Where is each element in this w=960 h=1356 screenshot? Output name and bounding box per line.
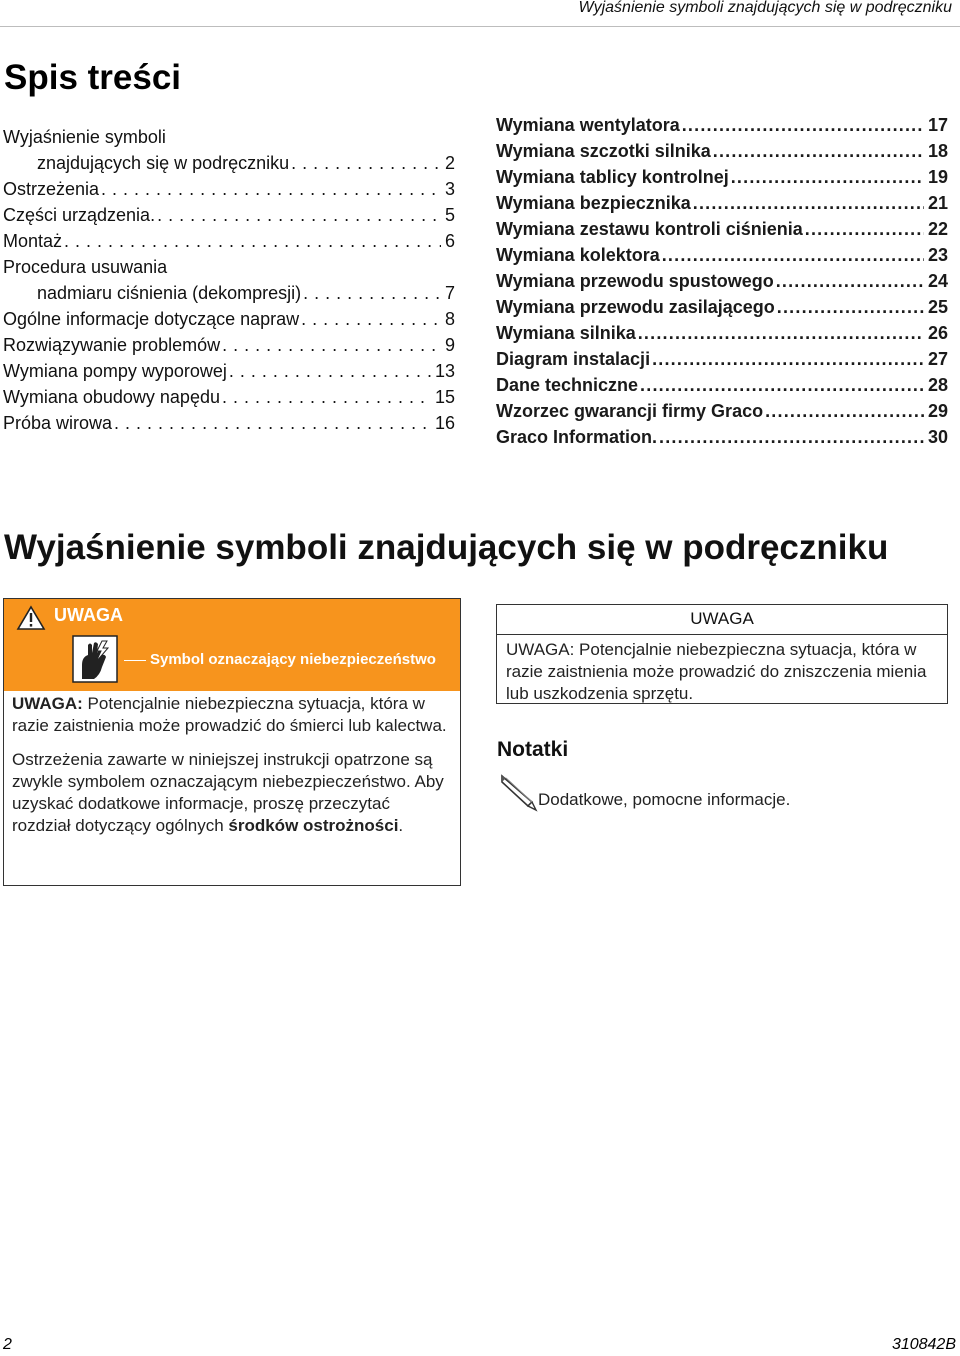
symbol-caption: Symbol oznaczający niebezpieczeństwo	[150, 651, 436, 668]
toc-entry-title: Wyjaśnienie symboli	[3, 127, 166, 147]
warning-bold-label: UWAGA:	[12, 694, 83, 713]
symbol-leader-line	[124, 660, 146, 661]
toc-entry-title: Części urządzenia.	[3, 205, 156, 225]
footer-doc-number: 310842B	[891, 1336, 956, 1353]
section-title: Wyjaśnienie symboli znajdujących się w podręczniku	[4, 528, 889, 567]
toc-entry-title: Montaż	[3, 231, 63, 251]
toc-entry[interactable]	[3, 332, 455, 358]
toc-entry-title: Wymiana tablicy kontrolnej	[496, 167, 729, 187]
footer-page-number: 2	[3, 1336, 12, 1353]
toc-entry[interactable]	[3, 228, 455, 254]
toc-dot-leader	[680, 112, 924, 138]
toc-dot-leader	[299, 306, 441, 332]
toc-dot-leader	[691, 190, 924, 216]
toc-page-number: 29	[927, 401, 948, 421]
toc-entry[interactable]	[496, 268, 948, 294]
toc-entry[interactable]	[496, 320, 948, 346]
toc-entry[interactable]	[3, 176, 455, 202]
toc-entry[interactable]	[496, 346, 948, 372]
toc-dot-leader	[636, 320, 924, 346]
toc-dot-leader	[775, 294, 924, 320]
toc-entry-title: Ostrzeżenia	[3, 179, 100, 199]
toc-entry[interactable]	[3, 202, 455, 228]
toc-dot-leader	[289, 150, 441, 176]
toc-page-number: 18	[927, 141, 948, 161]
caution-box	[496, 604, 948, 704]
toc-page-number: 19	[927, 167, 948, 187]
toc-dot-leader	[62, 228, 441, 254]
toc-page-number: 26	[927, 323, 948, 343]
warning-box	[3, 598, 461, 886]
caution-text: UWAGA: Potencjalnie niebezpieczna sytuacja, która w razie zaistnienia może prowadzić do zniszczenia mienia lub uszkodzenia sprzętu.	[506, 640, 927, 703]
toc-page-number: 27	[927, 349, 948, 369]
toc-page-number: 5	[444, 205, 455, 225]
toc-entry-title: Wymiana szczotki silnika	[496, 141, 711, 161]
toc-entry[interactable]	[496, 372, 948, 398]
toc-left-column	[3, 124, 455, 436]
toc-dot-leader	[660, 242, 924, 268]
warning-para2-end: .	[398, 816, 404, 835]
toc-page-number: 21	[927, 193, 948, 213]
toc-entry-title: Dane techniczne	[496, 375, 639, 395]
toc-entry-title: Próba wirowa	[3, 413, 113, 433]
pencil-note-icon	[498, 772, 538, 812]
toc-entry[interactable]	[3, 358, 455, 384]
toc-entry-title: Ogólne informacje dotyczące napraw	[3, 309, 300, 329]
toc-page-number: 25	[927, 297, 948, 317]
toc-entry[interactable]	[496, 164, 948, 190]
toc-dot-leader	[220, 332, 441, 358]
warning-text	[4, 691, 460, 837]
toc-page-number: 8	[444, 309, 455, 329]
caution-header: UWAGA	[690, 609, 754, 628]
toc-entry-title: Wymiana pompy wyporowej	[3, 361, 227, 381]
toc-dot-leader	[657, 424, 924, 450]
toc-entry-title: Wymiana kolektora	[496, 245, 660, 265]
toc-page-number: 23	[927, 245, 948, 265]
toc-page-number: 7	[444, 283, 455, 303]
toc-entry-title: Rozwiązywanie problemów	[3, 335, 221, 355]
toc-dot-leader	[711, 138, 924, 164]
warning-triangle-icon	[16, 605, 46, 631]
toc-entry[interactable]	[496, 294, 948, 320]
toc-dot-leader	[155, 202, 441, 228]
toc-page-number: 22	[927, 219, 948, 239]
toc-entry-title: Diagram instalacji	[496, 349, 651, 369]
toc-right-column	[496, 112, 948, 450]
toc-page-number: 24	[927, 271, 948, 291]
toc-page-number: 13	[434, 361, 455, 381]
toc-title: Spis treści	[4, 58, 182, 97]
notes-title: Notatki	[497, 738, 569, 761]
notes-text: Dodatkowe, pomocne informacje.	[538, 790, 791, 809]
toc-dot-leader	[99, 176, 441, 202]
toc-entry[interactable]	[496, 190, 948, 216]
warning-band	[4, 599, 460, 691]
toc-dot-leader	[220, 384, 431, 410]
toc-entry-title: znajdujących się w podręczniku	[37, 153, 290, 173]
toc-entry[interactable]	[3, 254, 455, 306]
warning-header: UWAGA	[54, 605, 123, 625]
toc-page-number: 16	[434, 413, 455, 433]
toc-entry[interactable]	[496, 112, 948, 138]
electric-hazard-icon	[72, 635, 118, 683]
toc-entry-title: Graco Information.	[496, 427, 658, 447]
toc-dot-leader	[638, 372, 924, 398]
toc-entry-title: Wzorzec gwarancji firmy Graco	[496, 401, 764, 421]
toc-page-number: 28	[927, 375, 948, 395]
toc-page-number: 17	[927, 115, 948, 135]
toc-entry[interactable]	[3, 306, 455, 332]
toc-entry-title: Wymiana wentylatora	[496, 115, 680, 135]
toc-dot-leader	[112, 410, 431, 436]
warning-paragraph-2	[12, 749, 452, 837]
header-rule	[0, 26, 960, 27]
toc-entry-title: Wymiana przewodu zasilającego	[496, 297, 775, 317]
warning-para1-text: Potencjalnie niebezpieczna sytuacja, która w razie zaistnienia może prowadzić do śmierci lub kalectwa.	[12, 694, 447, 735]
toc-dot-leader	[774, 268, 924, 294]
toc-entry-title: Procedura usuwania	[3, 257, 168, 277]
toc-page-number: 15	[434, 387, 455, 407]
warning-para2-text: Ostrzeżenia zawarte w niniejszej instrukcji opatrzone są zwykle symbolem oznaczającym niebezpieczeństwo. Aby uzyskać dodatkowe informacje, proszę przeczytać rozdział dotyczący ogólnych	[12, 750, 444, 835]
running-header: Wyjaśnienie symboli znajdujących się w podręczniku	[578, 0, 952, 16]
toc-dot-leader	[803, 216, 924, 242]
toc-entry[interactable]	[496, 138, 948, 164]
toc-dot-leader	[650, 346, 924, 372]
toc-dot-leader	[301, 280, 441, 306]
toc-entry-title: Wymiana zestawu kontroli ciśnienia	[496, 219, 803, 239]
toc-dot-leader	[763, 398, 924, 424]
toc-entry[interactable]	[496, 424, 948, 450]
toc-dot-leader	[227, 358, 431, 384]
warning-paragraph-1	[12, 693, 452, 737]
toc-entry[interactable]	[496, 398, 948, 424]
toc-entry[interactable]	[3, 124, 455, 176]
toc-entry-title: Wymiana przewodu spustowego	[496, 271, 774, 291]
toc-entry[interactable]	[3, 410, 455, 436]
toc-dot-leader	[729, 164, 924, 190]
toc-entry-title: Wymiana silnika	[496, 323, 636, 343]
toc-page-number: 30	[927, 427, 948, 447]
toc-entry-title: Wymiana bezpiecznika	[496, 193, 691, 213]
toc-entry[interactable]	[496, 242, 948, 268]
toc-page-number: 3	[444, 179, 455, 199]
toc-page-number: 2	[444, 153, 455, 173]
toc-entry-title: Wymiana obudowy napędu	[3, 387, 220, 407]
toc-entry-title: nadmiaru ciśnienia (dekompresji)	[37, 283, 302, 303]
toc-entry[interactable]	[496, 216, 948, 242]
warning-para2-bold: środków ostrożności	[228, 816, 399, 835]
toc-page-number: 6	[444, 231, 455, 251]
toc-entry[interactable]	[3, 384, 455, 410]
toc-page-number: 9	[444, 335, 455, 355]
